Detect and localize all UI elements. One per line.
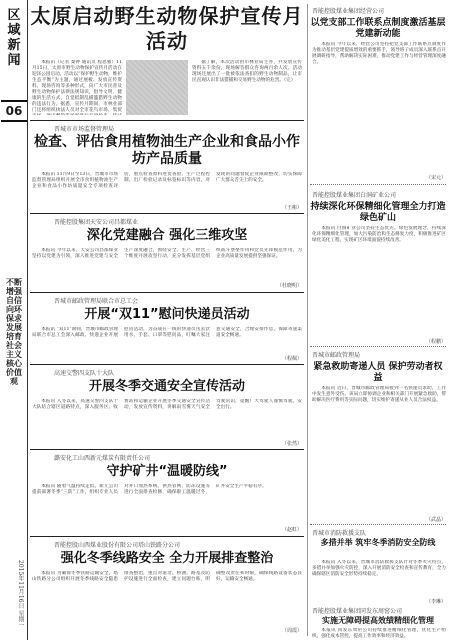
article-kicker: 晋能控股煤业集团经营公司 [312, 8, 385, 15]
article-byline: （赵虹） [281, 527, 302, 533]
article-headline: 持续深化环保精细化管理全力打造绿色矿山 [310, 202, 446, 223]
article-headline: 守护矿井“温暖防线” [106, 464, 228, 479]
article-body: 本报讯 11月9日至13日，晋城市市场监督管理局组织开展全市食用植物油生产企业和食品小作坊质量安全专项检查评估，重点检查原料进货查验、生产过程控制、出厂检验记录及标签标识等内容，对发现的问题督促企业限期整改，切实保障广大群众舌尖上的安全。 [32, 172, 302, 189]
article-body: 本报讯 入冬以来，高速交警四支队十大队结合辖区道路特点，深入服务区、收费站和运输企业开展冬季交通安全宣传活动，发放宣传资料，讲解雨雪雾天气安全驾驶常识，提醒广大驾驶人谨慎驾驶、安全出行。 [32, 399, 302, 410]
article-body: 本报讯 近日，晋城市邮政管理局接到一名快递员求助，工作中发生意外受伤。该局立即协调企业和相关部门开展紧急救助，帮助解决医疗费用等实际问题，切实维护寄递从业人员合法权益。 [312, 386, 446, 403]
lead-article-body-1 [32, 60, 122, 115]
article-body: 本报讯 白洞矿业公司坚持生态优先、绿色发展理念，持续深化环保精细化管理，加大污染防治和生态修复力度，积极推进矿区绿化美化工程，实现矿区环境面貌持续改善。 [312, 226, 446, 243]
article-headline: 开展冬季交通安全宣传活动 [88, 379, 245, 394]
divider [310, 524, 446, 525]
divider [30, 120, 304, 121]
article-kicker: 晋能控股集团天安公司昌都煤业 [54, 219, 139, 226]
article-headline: 深化党建融合 强化三维攻坚 [86, 228, 248, 243]
article-body: 本报讯 为确保冬季铁路运输安全，塔山铁路分公司组织开展冬季线路安全隐患排查整治，重点对道岔、桥涵、路基及防护设施进行全面检查，建立问题台账，明确整改责任和时限，确保线路设备状态良好，运输安全畅通。 [32, 571, 302, 582]
divider [310, 346, 446, 347]
article-kicker: 晋城市市场监督管理局 [54, 126, 115, 133]
article-kicker: 晋城市邮政管理局 [312, 352, 361, 359]
article-headline: 实施无障碍提高效绩精细化管理 [322, 616, 434, 625]
lead-body-continued: 据了解，本次活动由市林业局主办，共发放宣传资料五千余份，现场解答群众咨询两百余人次。活动现场还展出了一批被依法查扣的野生动物制品，让市民直观认识非法猎捕和交易野生动物的危害。（完） [192, 60, 302, 83]
article-kicker: 晋能控股煤业集团同发东周窑公司 [312, 608, 403, 615]
column-divider [307, 4, 308, 636]
section-sidebar [0, 0, 28, 640]
article-headline: 紧急救助寄递人员 保护劳动者权益 [313, 362, 443, 383]
main-headline: 太原启动野生动物保护宣传月活动 [30, 4, 304, 53]
article-headline: 多措并举 筑牢冬季消防安全防线 [320, 538, 436, 547]
slogan: 不断增强自信向环保求发展 培育社会主义核心价值观 [6, 277, 22, 386]
divider [310, 184, 446, 185]
article-body: 本报讯 同发东周窑公司持续推进精细化管理，优化生产组织，强化成本管控，提高工作效率和经济效益。 [312, 628, 446, 638]
article-kicker: 晋城市邮政管理局联合市总工会 [54, 298, 139, 305]
section-name: 区域新闻 [7, 8, 21, 68]
article-kicker: 晋能控股山西煤业股份有限公司塔山铁路分公司 [54, 542, 181, 549]
divider [30, 364, 304, 365]
lead-photo [126, 60, 188, 115]
article-headline: 强化冬季线路安全 全力开展排查整治 [60, 551, 274, 566]
dateline: 2015年11月16日 星期一 [17, 560, 24, 629]
article-byline: （武晶） [425, 517, 446, 523]
divider [30, 213, 304, 214]
article-body: 本报讯 入冬以来，晋城市消防救援支队针对冬季火灾特点，多措并举加强火灾防控，深入开展消防安全检查和宣传教育，全力确保辖区消防安全形势持续稳定。 [312, 560, 446, 577]
article-body: 本报讯 今年以来，经营公司坚持把党支部工作联系点制度作为推动基层党建提质增效的重要抓手，领导班子成员深入联系点开展调研指导，帮助解决实际困难，推动党建工作与经营管理深度融合。 [312, 42, 446, 65]
article-body: 本报讯 今年以来，天安公司昌都煤业坚持以党建为引领，深入推进党建与安全生产深度融合，围绕安全、生产、经营三个维度开展攻坚行动，充分发挥基层党组织战斗堡垒作用和党员先锋模范作用，为企业高质量发展提供坚强保证。 [32, 248, 302, 259]
article-byline: （程佩） [281, 356, 302, 362]
article-body: 本报讯 随着气温持续走低，新元公司提前部署冬季“三防”工作，组织专业人员对井口加热系统、供热管网、防冻设施等进行全面排查检修，确保职工温暖过冬，矿井安全生产平稳有序。 [32, 484, 267, 495]
article-byline: （宋元） [425, 175, 446, 181]
article-kicker: 晋城市消防救援支队 [312, 530, 367, 537]
article-headline: 以党支部工作联系点制度激活基层党建新动能 [310, 18, 446, 39]
divider [30, 292, 304, 293]
article-kicker: 晋能控股煤业集团白洞矿业公司 [312, 192, 397, 199]
article-body: 本报讯 “双11”期间，晋城市邮政管理局联合市总工会深入邮政、快递企业开展慰问活动，为奋战在一线的快递员送去饮用水、手套、口罩等慰问品，叮嘱大家注意交通安全，合理安排作息，保障寄递渠道安全畅通。 [32, 327, 302, 338]
article-headline: 检查、评估食用植物油生产企业和食品小作坊产品质量 [34, 134, 300, 167]
article-headline: 开展“双11”慰问快递员活动 [84, 307, 250, 322]
article-byline: （李琳） [425, 599, 446, 605]
article-kicker: 高速交警四支队十大队 [54, 370, 115, 377]
article-kicker: 潞安化工山西新元煤炭有限责任公司 [54, 455, 151, 462]
article-byline: （周霞） [281, 628, 302, 634]
article-byline: （杜晓明） [276, 283, 302, 289]
article-byline: （张然） [281, 441, 302, 447]
divider [30, 536, 304, 537]
divider [30, 449, 304, 450]
lead-byline: 本报讯（记者 秦钟 通讯员 程思强） [41, 60, 117, 65]
article-byline: （王彬） [281, 205, 302, 211]
page-number: 06 [1, 100, 27, 122]
lead-body: 11月15日，太原市野生动物保护宣传月活动在迎泽公园启动。活动以“保护野生动物，维护生态平衡”为主题，通过展板、发放宣传资料、现场咨询等多种形式，向广大市民普及野生动物保护法律法规知识，倡导文明、健康的生活方式，自觉抵制乱捕滥猎野生动物的违法行为。据悉，宣传月期间，市林业部门还将组织执法人员对全市花鸟市场、集贸 [32, 60, 122, 113]
lead-article-body-2 [192, 60, 302, 115]
article-byline: （程鹏） [425, 339, 446, 345]
